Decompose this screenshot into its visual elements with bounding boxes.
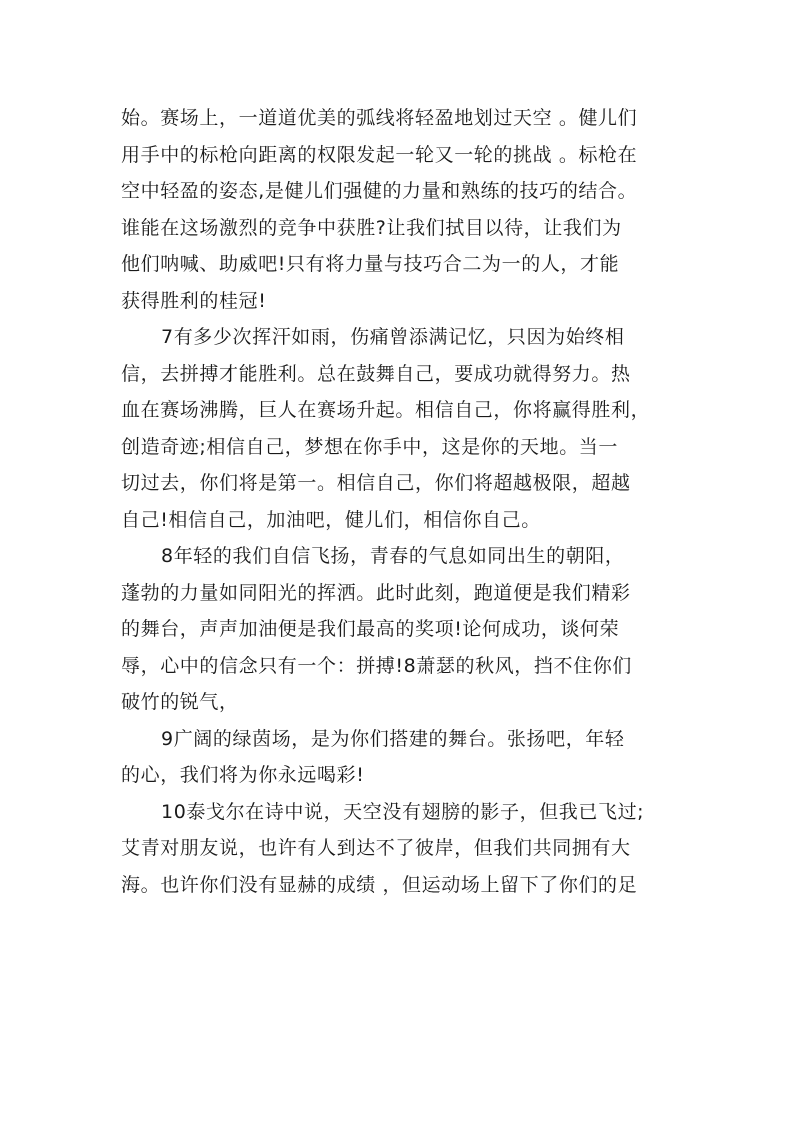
text-line: 创造奇迹;相信自己，梦想在你手中，这是你的天地。当一 — [121, 435, 619, 458]
text-line: 自己!相信自己，加油吧，健儿们，相信你自己。 — [121, 508, 541, 531]
text-line: 海。也许你们没有显赫的成绩 ，但运动场上留下了你们的足 — [121, 873, 638, 896]
text-line: 蓬勃的力量如同阳光的挥洒。此时此刻，跑道便是我们精彩 — [121, 581, 631, 604]
text-line: 谁能在这场激烈的竞争中获胜?让我们拭目以待，让我们为 — [121, 216, 622, 239]
text-line: 破竹的锐气， — [121, 691, 239, 713]
text-line: 用手中的标枪向距离的权限发起一轮又一轮的挑战 。标枪在 — [121, 143, 638, 166]
document-body — [121, 100, 711, 903]
text-line: 的舞台，声声加油便是我们最高的奖项!论何成功，谈何荣 — [121, 618, 620, 640]
paragraph-start-line: 9广阔的绿茵场，是为你们搭建的舞台。张扬吧，年轻 — [161, 727, 625, 750]
text-line: 始。赛场上，一道道优美的弧线将轻盈地划过天空 。健儿们 — [121, 107, 638, 129]
text-line: 信，去拼搏才能胜利。总在鼓舞自己，要成功就得努力。热 — [121, 362, 631, 385]
text-line: 艾青对朋友说，也许有人到达不了彼岸，但我们共同拥有大 — [121, 837, 631, 859]
text-line: 切过去，你们将是第一。相信自己，你们将超越极限，超越 — [121, 472, 631, 494]
text-line: 他们呐喊、助威吧!只有将力量与技巧合二为一的人，才能 — [121, 253, 620, 275]
text-line: 的心，我们将为你永远喝彩! — [121, 764, 365, 786]
text-line: 获得胜利的桂冠! — [121, 289, 267, 312]
paragraph-start-line: 10泰戈尔在诗中说，天空没有翅膀的影子，但我已飞过; — [161, 800, 645, 823]
paragraph-start-line: 8年轻的我们自信飞扬，青春的气息如同出生的朝阳， — [161, 545, 625, 567]
text-line: 血在赛场沸腾，巨人在赛场升起。相信自己，你将赢得胜利， — [121, 399, 651, 421]
paragraph-start-line: 7有多少次挥汗如雨，伤痛曾添满记忆，只因为始终相 — [161, 326, 625, 348]
text-line: 辱，心中的信念只有一个：拼搏!8萧瑟的秋风，挡不住你们 — [121, 654, 632, 677]
text-line: 空中轻盈的姿态,是健儿们强健的力量和熟练的技巧的结合。 — [121, 180, 638, 202]
